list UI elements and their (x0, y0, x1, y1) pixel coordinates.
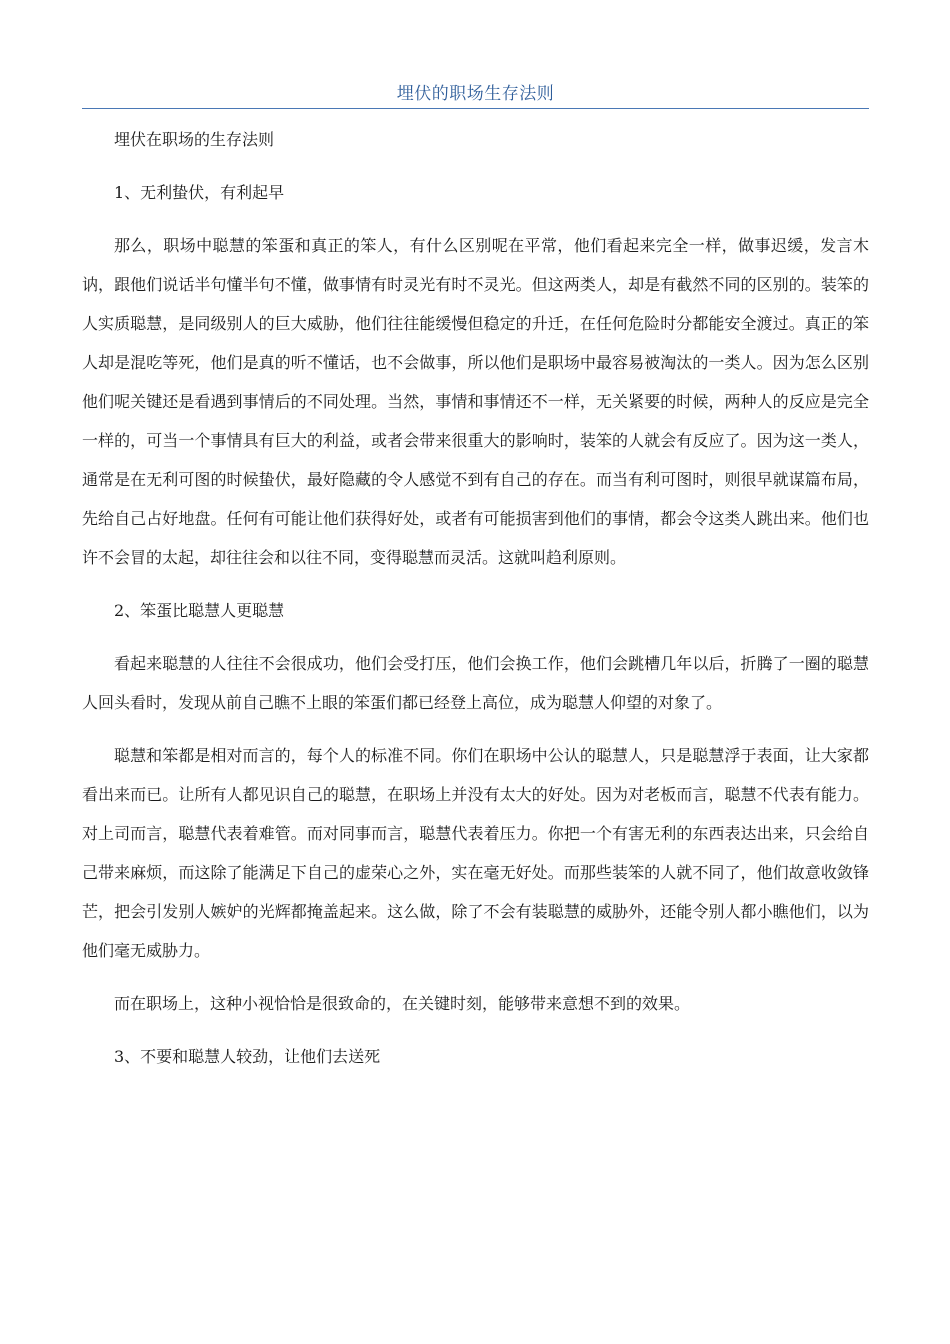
section-2-paragraph-1: 看起来聪慧的人往往不会很成功，他们会受打压，他们会换工作，他们会跳槽几年以后，折腾了一圈的聪慧人回头看时，发现从前自己瞧不上眼的笨蛋们都已经登上高位，成为聪慧人仰望的对象了。 (82, 654, 869, 712)
spacer (82, 1023, 869, 1037)
section-1-paragraph: 那么，职场中聪慧的笨蛋和真正的笨人，有什么区别呢在平常，他们看起来完全一样，做事迟缓，发言木讷，跟他们说话半句懂半句不懂，做事情有时灵光有时不灵光。但这两类人，却是有截然不同的区别的。装笨的人实质聪慧，是同级别人的巨大威胁，他们往往能缓慢但稳定的升迁，在任何危险时分都能安全渡过。真正的笨人却是混吃等死，他们是真的听不懂话，也不会做事，所以他们是职场中最容易被淘汰的一类人。因为怎么区别他们呢关键还是看遇到事情后的不同处理。当然，事情和事情还不一样，无关紧要的时候，两种人的反应是完全一样的，可当一个事情具有巨大的利益，或者会带来很重大的影响时，装笨的人就会有反应了。因为这一类人，通常是在无利可图的时候蛰伏，最好隐藏的令人感觉不到有自己的存在。而当有利可图时，则很早就谋篇布局，先给自己占好地盘。任何有可能让他们获得好处，或者有可能损害到他们的事情，都会令这类人跳出来。他们也许不会冒的太起，却往往会和以往不同，变得聪慧而灵活。这就叫趋利原则。 (82, 236, 869, 567)
spacer (82, 722, 869, 736)
intro-line: 埋伏在职场的生存法则 (114, 130, 275, 149)
section-3-heading: 3、不要和聪慧人较劲，让他们去送死 (114, 1047, 381, 1066)
spacer (82, 159, 869, 173)
section-2-paragraph-3: 而在职场上，这种小视恰恰是很致命的，在关键时刻，能够带来意想不到的效果。 (114, 994, 691, 1013)
spacer (82, 577, 869, 591)
section-2-paragraph-2: 聪慧和笨都是相对而言的，每个人的标准不同。你们在职场中公认的聪慧人，只是聪慧浮于表面，让大家都看出来而已。让所有人都见识自己的聪慧，在职场上并没有太大的好处。因为对老板而言，聪慧不代表有能力。对上司而言，聪慧代表着难管。而对同事而言，聪慧代表着压力。你把一个有害无利的东西表达出来，只会给自己带来麻烦，而这除了能满足下自己的虚荣心之外，实在毫无好处。而那些装笨的人就不同了，他们故意收敛锋芒，把会引发别人嫉妒的光辉都掩盖起来。这么做，除了不会有装聪慧的威胁外，还能令别人都小瞧他们，以为他们毫无威胁力。 (82, 746, 869, 960)
spacer (82, 212, 869, 226)
document-body (82, 120, 869, 1076)
spacer (82, 970, 869, 984)
section-1-heading: 1、无利蛰伏，有利起早 (114, 183, 285, 202)
section-2-heading: 2、笨蛋比聪慧人更聪慧 (114, 601, 285, 620)
page-header-title: 埋伏的职场生存法则 (396, 84, 555, 104)
spacer (82, 630, 869, 644)
header-divider (82, 108, 869, 109)
